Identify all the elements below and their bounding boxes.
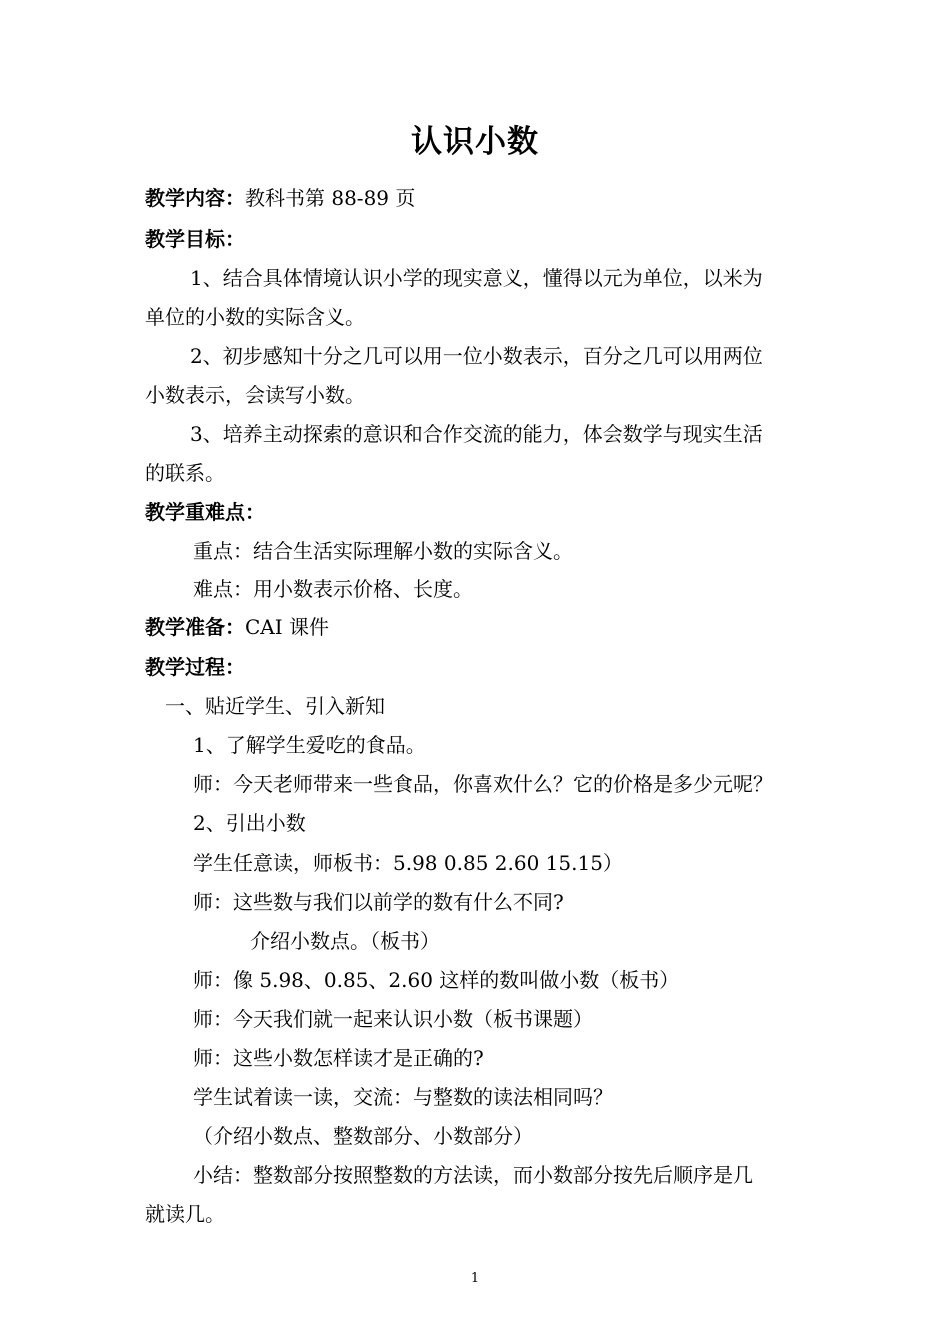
- preparation-label: 教学准备：: [145, 615, 245, 639]
- student-try-line: 学生试着读一读，交流：与整数的读法相同吗？: [193, 1085, 613, 1109]
- student-reading-line: 学生任意读，师板书：5.98 0.85 2.60 15.15）: [193, 851, 623, 875]
- process-heading: 教学过程：: [145, 655, 245, 679]
- step-2-line: 2、引出小数: [193, 811, 306, 835]
- content-label: 教学内容：: [145, 186, 245, 210]
- objective-2-line-1: 2、初步感知十分之几可以用一位小数表示，百分之几可以用两位: [190, 344, 763, 368]
- page-number: 1: [470, 1271, 480, 1286]
- page-title: 认识小数: [411, 124, 539, 160]
- objective-3-line-1: 3、培养主动探索的意识和合作交流的能力，体会数学与现实生活: [190, 422, 763, 446]
- content-heading: [145, 184, 825, 212]
- objective-2-line-2: 小数表示，会读写小数。: [145, 383, 365, 407]
- summary-line-1: 小结：整数部分按照整数的方法读，而小数部分按先后顺序是几: [193, 1163, 753, 1187]
- summary-line-2: 就读几。: [145, 1202, 225, 1226]
- objective-1-line-2: 单位的小数的实际含义。: [145, 305, 365, 329]
- difficulty-line: 难点：用小数表示价格、长度。: [193, 577, 473, 601]
- teacher-line-3: 师：像 5.98、0.85、2.60 这样的数叫做小数（板书）: [193, 968, 680, 992]
- preparation-heading: [145, 613, 825, 641]
- objective-1-line-1: 1、结合具体情境认识小学的现实意义，懂得以元为单位，以米为: [190, 266, 763, 290]
- section-1-heading: 一、贴近学生、引入新知: [165, 694, 385, 718]
- decimal-point-intro-line: 介绍小数点。（板书）: [250, 929, 440, 953]
- preparation-value: CAI 课件: [245, 615, 330, 639]
- step-1-line: 1、了解学生爱吃的食品。: [193, 733, 426, 757]
- teacher-line-1: 师：今天老师带来一些食品，你喜欢什么？它的价格是多少元呢？: [193, 772, 773, 796]
- key-points-heading: 教学重难点：: [145, 500, 265, 524]
- key-point-line: 重点：结合生活实际理解小数的实际含义。: [193, 539, 573, 563]
- objective-3-line-2: 的联系。: [145, 461, 225, 485]
- content-value: 教科书第 88-89 页: [245, 186, 416, 210]
- teacher-line-2: 师：这些数与我们以前学的数有什么不同?: [193, 890, 564, 914]
- objectives-heading: 教学目标：: [145, 227, 245, 251]
- teacher-line-5: 师：这些小数怎样读才是正确的?: [193, 1046, 484, 1070]
- introduction-line: （介绍小数点、整数部分、小数部分）: [193, 1124, 533, 1148]
- teacher-line-4: 师：今天我们就一起来认识小数（板书课题）: [193, 1007, 593, 1031]
